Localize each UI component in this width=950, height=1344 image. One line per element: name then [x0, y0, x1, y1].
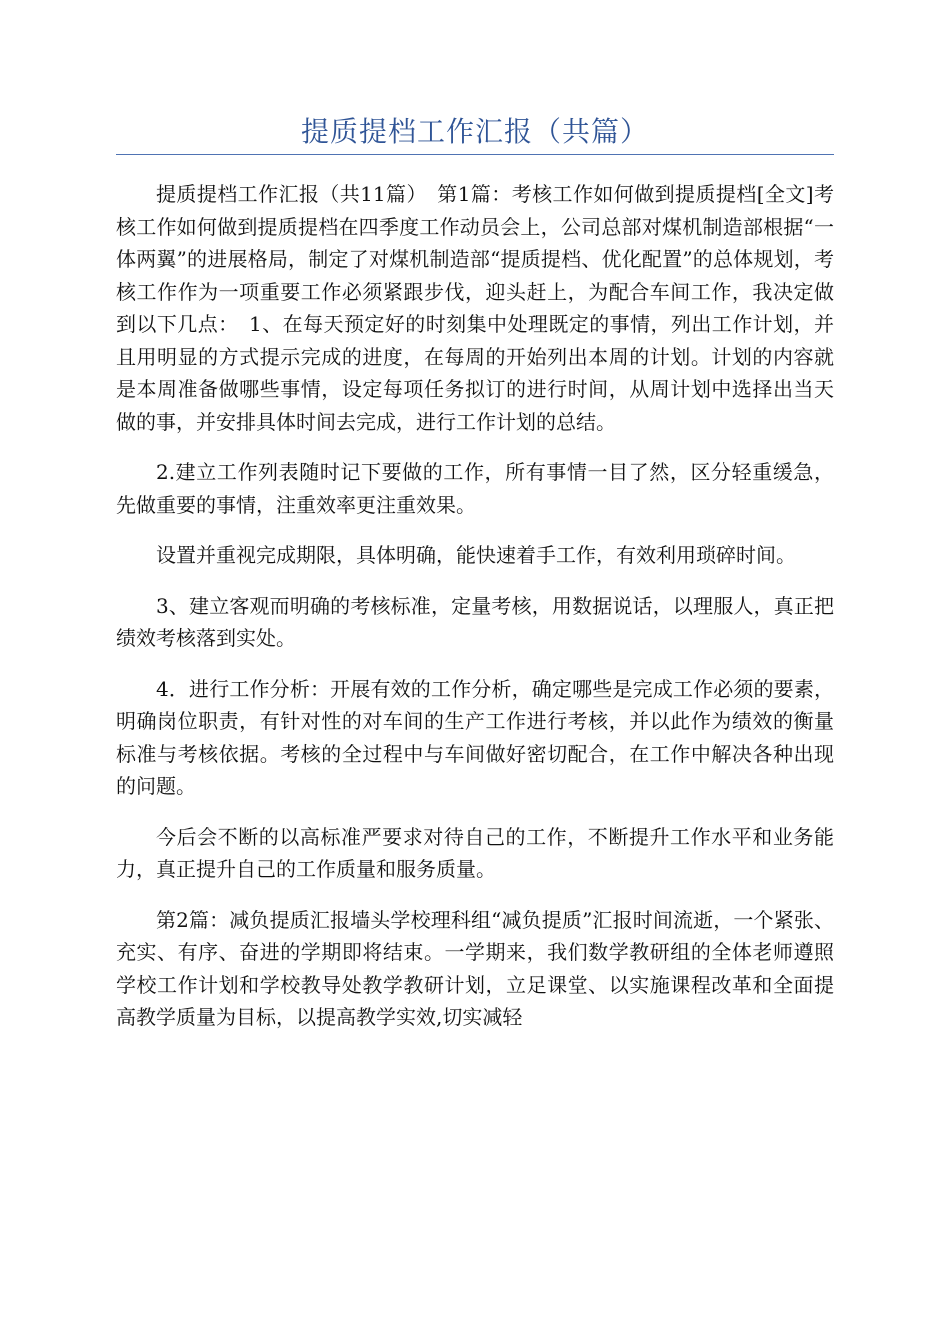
paragraph-4: 3、建立客观而明确的考核标准，定量考核，用数据说话，以理服人，真正把绩效考核落到实处。 [116, 593, 834, 650]
document-body [116, 178, 834, 1052]
paragraph-7: 第2篇：减负提质汇报墙头学校理科组“减负提质”汇报时间流逝，一个紧张、充实、有序、奋进的学期即将结束。一学期来，我们数学教研组的全体老师遵照学校工作计划和学校教导处教学教研计划，立足课堂、以实施课程改革和全面提高教学质量为目标，以提高教学实效,切实减轻 [116, 907, 834, 1029]
document-title: 提质提档工作汇报（共篇） [300, 115, 649, 148]
title-underline [116, 154, 834, 155]
paragraph-6: 今后会不断的以高标准严要求对待自己的工作，不断提升工作水平和业务能力，真正提升自己的工作质量和服务质量。 [116, 824, 834, 881]
paragraph-1: 提质提档工作汇报（共11篇） 第1篇：考核工作如何做到提质提档[全文]考核工作如何做到提质提档在四季度工作动员会上，公司总部对煤机制造部根据“一体两翼”的进展格局，制定了对煤机制造部“提质提档、优化配置”的总体规划，考核工作作为一项重要工作必须紧跟步伐，迎头赶上，为配合车间工作，我决定做到以下几点： 1、在每天预定好的时刻集中处理既定的事情，列出工作计划，并且用明显的方式提示完成的进度，在每周的开始列出本周的计划。计划的内容就是本周准备做哪些事情，设定每项任务拟订的进行时间，从周计划中选择出当天做的事，并安排具体时间去完成，进行工作计划的总结。 [116, 182, 834, 434]
paragraph-3: 设置并重视完成期限，具体明确，能快速着手工作，有效利用琐碎时间。 [156, 543, 796, 567]
paragraph-5: 4．进行工作分析：开展有效的工作分析，确定哪些是完成工作必须的要素，明确岗位职责，有针对性的对车间的生产工作进行考核，并以此作为绩效的衡量标准与考核依据。考核的全过程中与车间做好密切配合，在工作中解决各种出现的问题。 [116, 676, 834, 798]
paragraph-2: 2.建立工作列表随时记下要做的工作，所有事情一目了然，区分轻重缓急，先做重要的事情，注重效率更注重效果。 [116, 460, 834, 517]
